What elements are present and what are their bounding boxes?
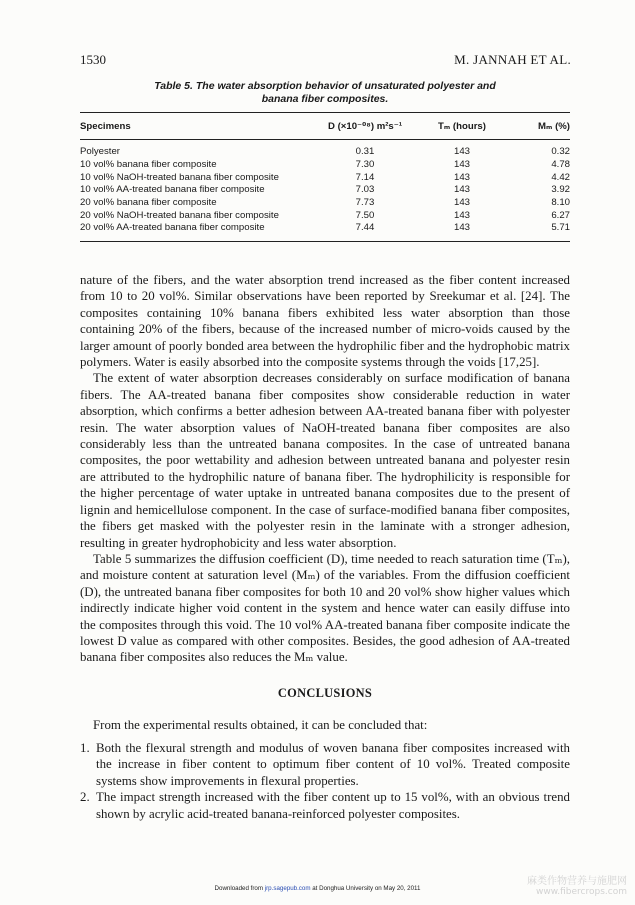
cell-moisture-content: 4.42 (551, 171, 570, 183)
table-header-row (80, 113, 570, 140)
table-caption (80, 80, 570, 106)
table-caption-line-1: Table 5. The water absorption behavior of unsaturated polyester and (154, 80, 496, 92)
running-head: M. JANNAH ET AL. (454, 52, 571, 67)
cell-saturation-time: 143 (453, 146, 470, 158)
table-row (80, 159, 570, 172)
cell-diffusion: 0.31 (355, 146, 375, 158)
cell-saturation-time: 143 (453, 222, 470, 234)
watermark (527, 876, 627, 898)
cell-saturation-time: 143 (453, 209, 470, 221)
cell-saturation-time: 143 (453, 159, 470, 171)
cell-diffusion: 7.30 (355, 159, 375, 171)
cell-specimen: 10 vol% AA-treated banana fiber composite (80, 184, 265, 196)
cell-saturation-time: 143 (453, 197, 470, 209)
page-number: 1530 (80, 52, 106, 67)
column-header-saturation-time: Tₘ (hours) (438, 120, 486, 132)
cell-saturation-time: 143 (453, 184, 470, 196)
table-row (80, 222, 570, 241)
footer-prefix: Downloaded from (214, 885, 265, 892)
cell-moisture-content: 3.92 (551, 184, 570, 196)
list-marker: 1. (80, 741, 90, 755)
conclusion-item (80, 789, 570, 822)
table-row (80, 184, 570, 197)
cell-specimen: Polyester (80, 146, 120, 158)
paragraph-2: The extent of water absorption decreases considerably on surface modification of banana fibers. The AA-treated banana fiber composites show considerable reduction in water absorption, which confirms a better adhesion between AA-treated banana fiber with polyester resin. The water absorption values of NaOH-treated banana fiber composites are also considerably less than the untreated banana composites. In the case of untreated banana composites, the poor wettability and adhesion between untreated banana and polyester resin are attributed to the hydrophilic nature of banana fiber. The hydrophilicity is responsible for the higher percentage of water uptake in untreated banana composites due to the present of lignin and hemicellulose component. In the case of surface-modified banana fiber composites, the fibers get masked with the polyester resin in the laminate with a stronger adhesion, resulting in greater hydrophobicity and less water absorption. (80, 371, 570, 550)
paragraph-3: Table 5 summarizes the diffusion coefficient (D), time needed to reach saturation time (Tₘ), and moisture content at saturation level (Mₘ) of the variables. From the diffusion coefficient (D), the untreated banana fiber composites for both 10 and 20 vol% show higher values which indirectly indicate higher void content in the system and hence water can easily diffuse into the composites through this void. The 10 vol% AA-treated banana fiber composite indicate the lowest D value as compared with other composites. Besides, the good adhesion of AA-treated banana fiber composites also reduces the Mₘ value. (80, 551, 570, 665)
list-marker: 2. (80, 790, 90, 805)
cell-specimen: 20 vol% AA-treated banana fiber composite (80, 222, 265, 234)
footer-link[interactable]: jrp.sagepub.com (264, 885, 311, 892)
cell-moisture-content: 8.10 (551, 197, 570, 209)
body-text (80, 272, 570, 666)
table-row (80, 171, 570, 184)
conclusion-text: Both the flexural strength and modulus of woven banana fiber composites increased with the increase in fiber content to optimum fiber content of 10 vol%. Treated composite systems show improvements in flexural properties. (96, 741, 570, 788)
watermark-url: www.fibercrops.com (536, 887, 627, 897)
table-row (80, 140, 570, 159)
cell-diffusion: 7.14 (355, 171, 375, 183)
section-heading-conclusions: CONCLUSIONS (277, 686, 373, 700)
footer-suffix: at Donghua University on May 20, 2011 (310, 885, 421, 892)
conclusion-item (80, 740, 570, 789)
cell-diffusion: 7.73 (355, 197, 375, 209)
cell-saturation-time: 143 (453, 171, 470, 183)
water-absorption-table (80, 112, 570, 242)
cell-moisture-content: 6.27 (551, 209, 570, 221)
column-header-specimens: Specimens (80, 120, 131, 132)
cell-diffusion: 7.44 (355, 222, 375, 234)
cell-specimen: 20 vol% NaOH-treated banana fiber composite (80, 209, 279, 221)
column-header-moisture-content: Mₘ (%) (538, 120, 570, 132)
cell-specimen: 20 vol% banana fiber composite (80, 197, 217, 209)
cell-diffusion: 7.50 (355, 209, 375, 221)
conclusions-intro: From the experimental results obtained, it can be concluded that: (93, 718, 428, 732)
cell-moisture-content: 5.71 (551, 222, 570, 234)
cell-specimen: 10 vol% NaOH-treated banana fiber composite (80, 171, 279, 183)
column-header-diffusion: D (×10⁻⁰⁸) m²s⁻¹ (327, 120, 403, 132)
conclusions-list (80, 740, 570, 822)
cell-diffusion: 7.03 (355, 184, 375, 196)
table-row (80, 197, 570, 210)
conclusion-text: The impact strength increased with the fiber content up to 15 vol%, with an obvious trend shown by acrylic acid-treated banana-reinforced polyester composites. (96, 790, 570, 821)
paragraph-1: nature of the fibers, and the water absorption trend increased as the fiber content increased from 10 to 20 vol%. Similar observations have been reported by Sreekumar et al. [24]. The composites containing 10% banana fibers exhibited less water absorption than those containing 20% of the fibers, because of the increased number of micro-voids caused by the larger amount of poorly bonded area between the hydrophilic fiber and the hydrophobic matrix polymers. Water is easily absorbed into the composite systems through the voids [17,25]. (80, 273, 570, 370)
cell-moisture-content: 0.32 (551, 146, 570, 158)
table-caption-line-2: banana fiber composites. (261, 93, 389, 105)
cell-specimen: 10 vol% banana fiber composite (80, 159, 217, 171)
table-row (80, 209, 570, 222)
watermark-chinese: 麻类作物营养与施肥网 (527, 876, 627, 887)
table-body (80, 140, 570, 242)
cell-moisture-content: 4.78 (551, 159, 570, 171)
